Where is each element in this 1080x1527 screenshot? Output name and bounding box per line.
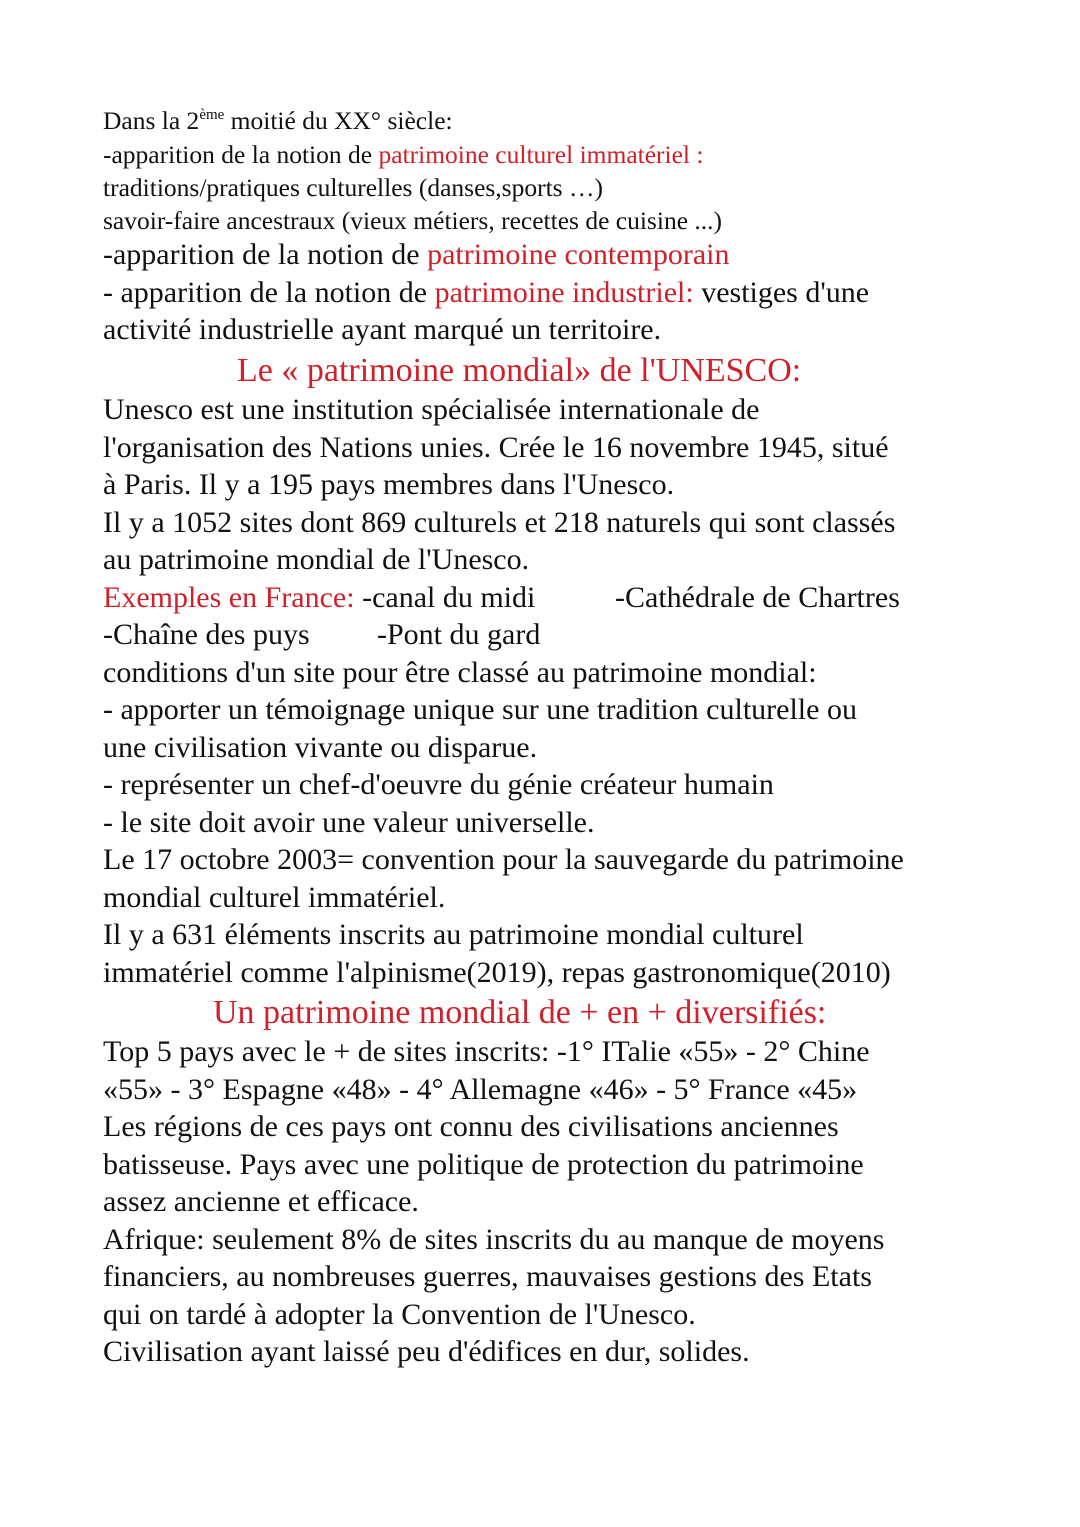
- section1-line-13: Il y a 631 éléments inscrits au patrimoine mondial culturel: [103, 918, 804, 951]
- intro-text: - apparition de la notion de: [103, 276, 435, 309]
- intro-line-4: savoir-faire ancestraux (vieux métiers, recettes de cuisine ...): [103, 206, 722, 235]
- intro-line-3: traditions/pratiques culturelles (danses,sports …): [103, 173, 603, 202]
- highlight-term: patrimoine contemporain: [427, 238, 730, 271]
- section1-line-3: à Paris. Il y a 195 pays membres dans l'Unesco.: [103, 468, 675, 501]
- section1-line-4: Il y a 1052 sites dont 869 culturels et 218 naturels qui sont classés: [103, 506, 896, 539]
- section1-line-7: - apporter un témoignage unique sur une tradition culturelle ou: [103, 693, 857, 726]
- example-item: -Chaîne des puys: [103, 618, 310, 651]
- section1-line-11: Le 17 octobre 2003= convention pour la sauvegarde du patrimoine: [103, 843, 904, 876]
- highlight-term: patrimoine industriel:: [434, 276, 694, 309]
- intro-text: -apparition de la notion de: [103, 238, 428, 271]
- section2-line-7: financiers, au nombreuses guerres, mauvaises gestions des Etats: [103, 1260, 872, 1293]
- highlight-term: patrimoine culturel immatériel :: [378, 140, 704, 169]
- section1-line-5: au patrimoine mondial de l'Unesco.: [103, 543, 530, 576]
- examples-label: Exemples en France:: [103, 581, 355, 614]
- example-item: -Pont du gard: [377, 618, 541, 651]
- superscript: ème: [199, 107, 225, 123]
- section1-line-14: immatériel comme l'alpinisme(2019), repas gastronomique(2010): [103, 956, 891, 989]
- section1-line-8: une civilisation vivante ou disparue.: [103, 731, 538, 764]
- section2-line-4: batisseuse. Pays avec une politique de protection du patrimoine: [103, 1148, 864, 1181]
- section2-line-5: assez ancienne et efficace.: [103, 1185, 419, 1218]
- examples-line: [103, 583, 535, 613]
- section2-line-8: qui on tardé à adopter la Convention de l'Unesco.: [103, 1298, 696, 1331]
- section-heading-diversified: Un patrimoine mondial de + en + diversifiés:: [213, 994, 827, 1031]
- section2-line-1: Top 5 pays avec le + de sites inscrits: -1° ITalie «55» - 2° Chine: [103, 1035, 870, 1068]
- section1-line-12: mondial culturel immatériel.: [103, 881, 446, 914]
- section2-line-2: «55» - 3° Espagne «48» - 4° Allemagne «46» - 5° France «45»: [103, 1073, 858, 1106]
- intro-line-7: activité industrielle ayant marqué un territoire.: [103, 313, 662, 346]
- intro-line-5: [103, 240, 729, 270]
- intro-text: Dans la 2: [103, 106, 200, 135]
- intro-text: moitié du XX° siècle:: [224, 106, 453, 135]
- intro-line-2: [103, 142, 703, 168]
- example-item: -canal du midi: [354, 581, 536, 614]
- example-item: -Cathédrale de Chartres: [615, 581, 900, 614]
- section1-line-10: - le site doit avoir une valeur universelle.: [103, 806, 595, 839]
- intro-line-1: [103, 108, 453, 134]
- section1-line-1: Unesco est une institution spécialisée internationale de: [103, 393, 760, 426]
- section2-line-3: Les régions de ces pays ont connu des civilisations anciennes: [103, 1110, 839, 1143]
- section1-line-2: l'organisation des Nations unies. Crée le 16 novembre 1945, situé: [103, 431, 889, 464]
- intro-text: vestiges d'une: [693, 276, 870, 309]
- section2-line-6: Afrique: seulement 8% de sites inscrits du au manque de moyens: [103, 1223, 885, 1256]
- section-heading-unesco: Le « patrimoine mondial» de l'UNESCO:: [237, 352, 802, 389]
- intro-text: -apparition de la notion de: [103, 140, 379, 169]
- section1-line-9: - représenter un chef-d'oeuvre du génie créateur humain: [103, 768, 774, 801]
- section1-line-6: conditions d'un site pour être classé au patrimoine mondial:: [103, 656, 817, 689]
- section2-line-9: Civilisation ayant laissé peu d'édifices en dur, solides.: [103, 1335, 750, 1368]
- intro-line-6: [103, 278, 869, 308]
